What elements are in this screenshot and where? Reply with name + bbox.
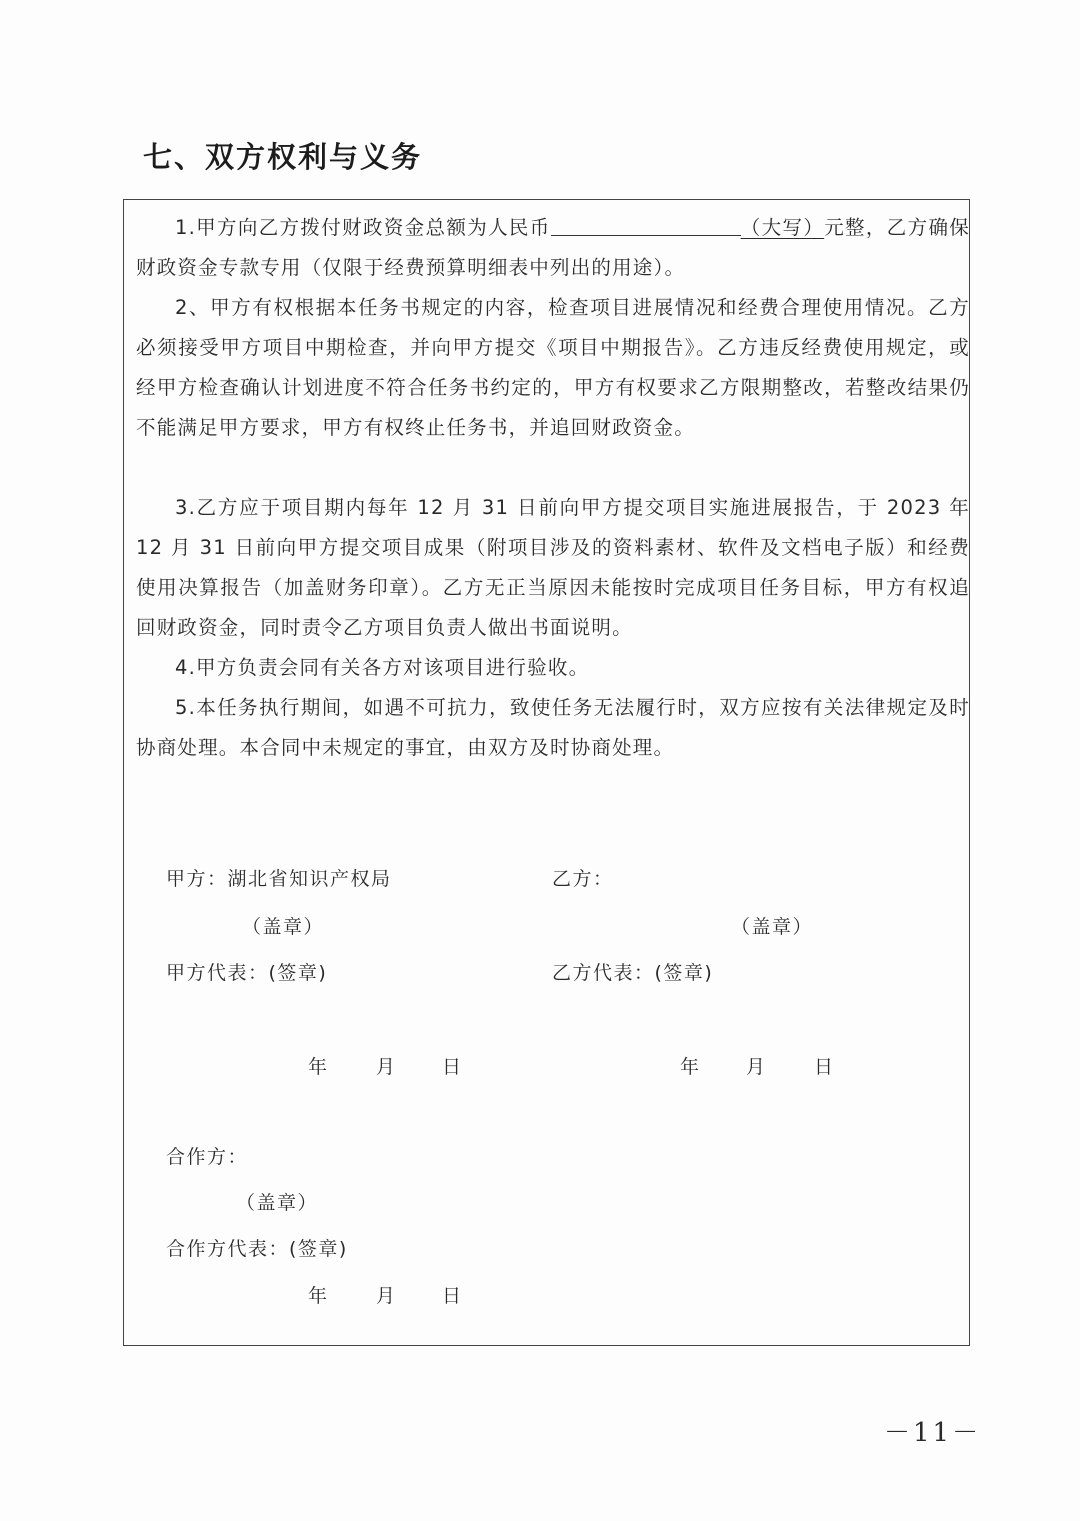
day-label: 日 — [814, 1056, 834, 1078]
clause-1-text-c: 元整，乙方确保财政资金专款专用（仅限于经费预算明细表中列出的用途）。 — [136, 216, 970, 279]
coop-label: 合作方： — [166, 1146, 249, 1168]
month-label: 月 — [746, 1056, 766, 1078]
coop-seal: （盖章） — [236, 1192, 319, 1214]
day-label: 日 — [442, 1285, 462, 1307]
content-box — [123, 199, 970, 1346]
party-a-seal: （盖章） — [242, 916, 325, 938]
party-a-rep: 甲方代表：(签章) — [166, 962, 328, 984]
clause-4 — [136, 648, 970, 688]
year-label: 年 — [308, 1056, 328, 1078]
clause-3-text: 3.乙方应于项目期内每年 12 月 31 日前向甲方提交项目实施进展报告，于 2023 年 12 月 31 日前向甲方提交项目成果（附项目涉及的资料素材、软件及文档电子版）和经费使用决算报告（加盖财务印章）。乙方无正当原因未能按时完成项目任务目标，甲方有权追回财政资金，同时责令乙方项目负责人做出书面说明。 — [136, 496, 970, 639]
clause-4-text: 4.甲方负责会同有关各方对该项目进行验收。 — [175, 656, 590, 679]
clause-1-text-a: 1.甲方向乙方拨付财政资金总额为人民币 — [175, 216, 551, 239]
amount-blank[interactable] — [551, 215, 741, 236]
clause-5-text: 5.本任务执行期间，如遇不可抗力，致使任务无法履行时，双方应按有关法律规定及时协商处理。本合同中未规定的事宜，由双方及时协商处理。 — [136, 696, 970, 759]
year-label: 年 — [308, 1285, 328, 1307]
party-b-seal: （盖章） — [731, 916, 814, 938]
party-b-rep: 乙方代表：(签章) — [552, 962, 714, 984]
clause-1-daxie: （大写） — [740, 216, 825, 239]
clause-1 — [136, 208, 970, 288]
month-label: 月 — [376, 1056, 396, 1078]
coop-rep: 合作方代表：(签章) — [166, 1238, 348, 1260]
clause-5 — [136, 688, 970, 768]
month-label: 月 — [376, 1285, 396, 1307]
clause-3 — [136, 488, 970, 648]
party-a-label: 甲方：湖北省知识产权局 — [166, 868, 392, 890]
party-b-label: 乙方： — [552, 868, 614, 890]
year-label: 年 — [680, 1056, 700, 1078]
section-title: 七、双方权利与义务 — [143, 140, 423, 174]
day-label: 日 — [442, 1056, 462, 1078]
page-number: －11－ — [884, 1418, 982, 1448]
clause-2-text: 2、甲方有权根据本任务书规定的内容，检查项目进展情况和经费合理使用情况。乙方必须接受甲方项目中期检查，并向甲方提交《项目中期报告》。乙方违反经费使用规定，或经甲方检查确认计划进度不符合任务书约定的，甲方有权要求乙方限期整改，若整改结果仍不能满足甲方要求，甲方有权终止任务书，并追回财政资金。 — [136, 296, 970, 439]
clause-2 — [136, 288, 970, 448]
